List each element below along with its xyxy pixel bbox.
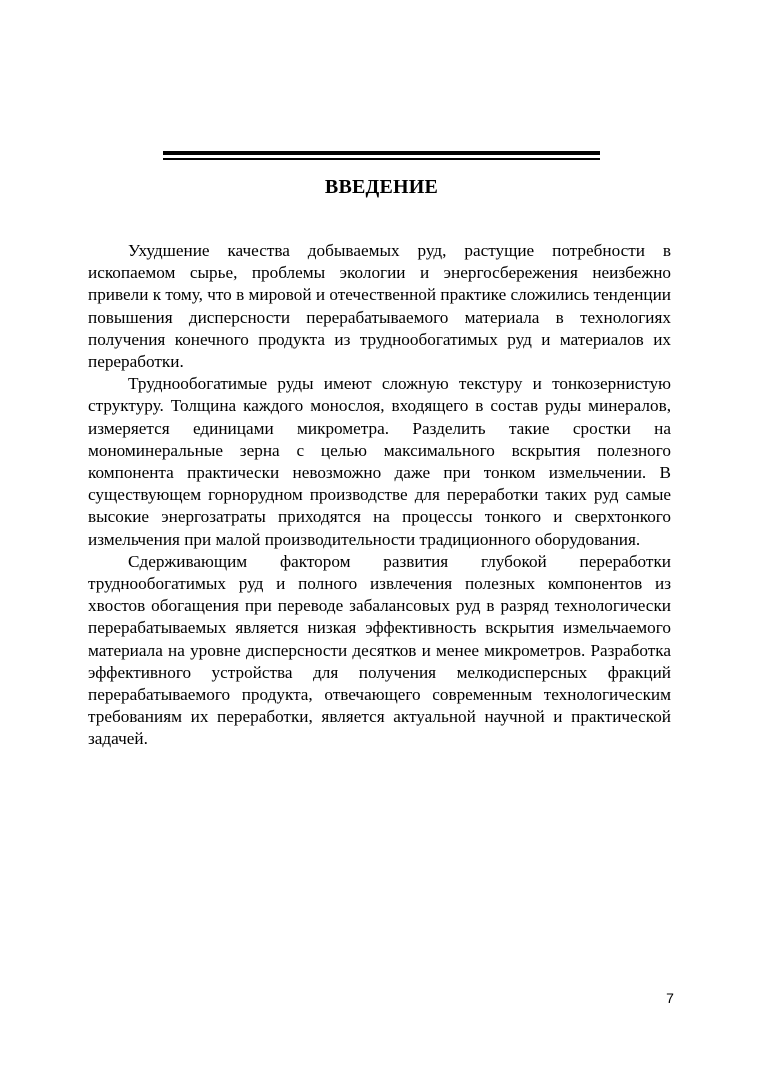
paragraph-3: Сдерживающим фактором развития глубокой переработки труднообогатимых руд и полного извлечения полезных компонентов из хвостов обогащения при переводе забалансовых руд в разряд технологически перерабатываемых является низкая эффективность вскрытия измельчаемого материала на уровне дисперсности десятков и менее микрометров. Разработка эффективного устройства для получения мелкодисперсных фракций перерабатываемого продукта, отвечающего современным технологическим требованиям их переработки, является актуальной научной и практической задачей. (88, 551, 671, 749)
paragraph-2: Труднообогатимые руды имеют сложную текстуру и тонкозернистую структуру. Толщина каждого монослоя, входящего в состав руды минералов, измеряется единицами микрометра. Разделить такие сростки на мономинеральные зерна с целью максимального вскрытия полезного компонента практически невозможно даже при тонком измельчении. В существующем горнорудном производстве для переработки таких руд самые высокие энергозатраты приходятся на процессы тонкого и сверхтонкого измельчения при малой производительности традиционного оборудования. (88, 374, 671, 549)
paragraph-1: Ухудшение качества добываемых руд, растущие потребности в ископаемом сырье, проблемы экологии и энергосбережения неизбежно привели к тому, что в мировой и отечественной практике сложились тенденции повышения дисперсности перерабатываемого материала в технологиях получения конечного продукта из труднообогатимых руд и материалов их переработки. (88, 241, 671, 372)
section-title: ВВЕДЕНИЕ (324, 176, 439, 198)
header-rule-thin (163, 158, 600, 160)
body-text (88, 240, 671, 751)
page-number: 7 (666, 990, 674, 1006)
header-rule-thick (163, 151, 600, 155)
